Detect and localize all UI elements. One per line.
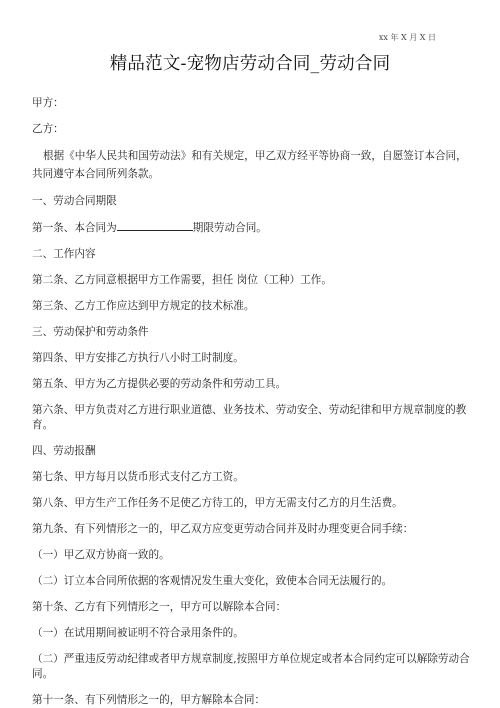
document-body bbox=[32, 96, 476, 708]
article-7: 第七条、甲方每月以货币形式支付乙方工资。 bbox=[32, 471, 244, 483]
article-2: 第二条、乙方同意根据甲方工作需要，担任 岗位（工种）工作。 bbox=[32, 274, 332, 286]
intro-paragraph: 根据《中华人民共和国劳动法》和有关规定，甲乙双方经平等协商一致，自愿签订本合同，共同遵守本合同所列条款。 bbox=[32, 150, 467, 180]
section-heading-pay: 四、劳动报酬 bbox=[32, 445, 96, 457]
party-a-line: 甲方： bbox=[32, 97, 64, 109]
article-9-item-2: （二）订立本合同所依据的客观情况发生重大变化，致使本合同无法履行的。 bbox=[32, 575, 393, 587]
article-3: 第三条、乙方工作应达到甲方规定的技术标准。 bbox=[32, 300, 255, 312]
section-heading-work: 二、工作内容 bbox=[32, 248, 96, 260]
article-9-item-1: （一）甲乙双方协商一致的。 bbox=[32, 549, 170, 561]
party-b-line: 乙方： bbox=[32, 123, 64, 135]
article-10-item-2: （二）严重违反劳动纪律或者甲方规章制度,按照甲方单位规定或者本合同约定可以解除劳动合同。 bbox=[32, 653, 470, 680]
article-11: 第十一条、有下列情形之一的，甲方解除本合同： bbox=[32, 694, 266, 706]
article-5: 第五条、甲方为乙方提供必要的劳动条件和劳动工具。 bbox=[32, 378, 287, 390]
article-1-prefix: 第一条、本合同为 bbox=[32, 222, 117, 234]
article-8: 第八条、甲方生产工作任务不足使乙方待工的，甲方无需支付乙方的月生活费。 bbox=[32, 497, 403, 509]
article-1 bbox=[32, 220, 476, 236]
term-blank-field bbox=[117, 220, 193, 231]
article-10: 第十条、乙方有下列情形之一，甲方可以解除本合同： bbox=[32, 601, 287, 613]
section-heading-protection: 三、劳动保护和劳动条件 bbox=[32, 326, 149, 338]
document-title: 精品范文-宠物店劳动合同_劳动合同 bbox=[109, 54, 391, 74]
article-4: 第四条、甲方安排乙方执行八小时工时制度。 bbox=[32, 352, 244, 364]
article-10-item-1: （一）在试用期间被证明不符合录用条件的。 bbox=[32, 627, 244, 639]
article-6: 第六条、甲方负责对乙方进行职业道德、业务技术、劳动安全、劳动纪律和甲方规章制度的教育。 bbox=[32, 404, 467, 431]
article-1-suffix: 期限劳动合同。 bbox=[192, 222, 267, 234]
section-heading-term: 一、劳动合同期限 bbox=[32, 195, 117, 207]
article-9: 第九条、有下列情形之一的，甲乙双方应变更劳动合同并及时办理变更合同手续： bbox=[32, 523, 414, 535]
header-date: xx 年 X 月 X 日 bbox=[378, 33, 436, 42]
